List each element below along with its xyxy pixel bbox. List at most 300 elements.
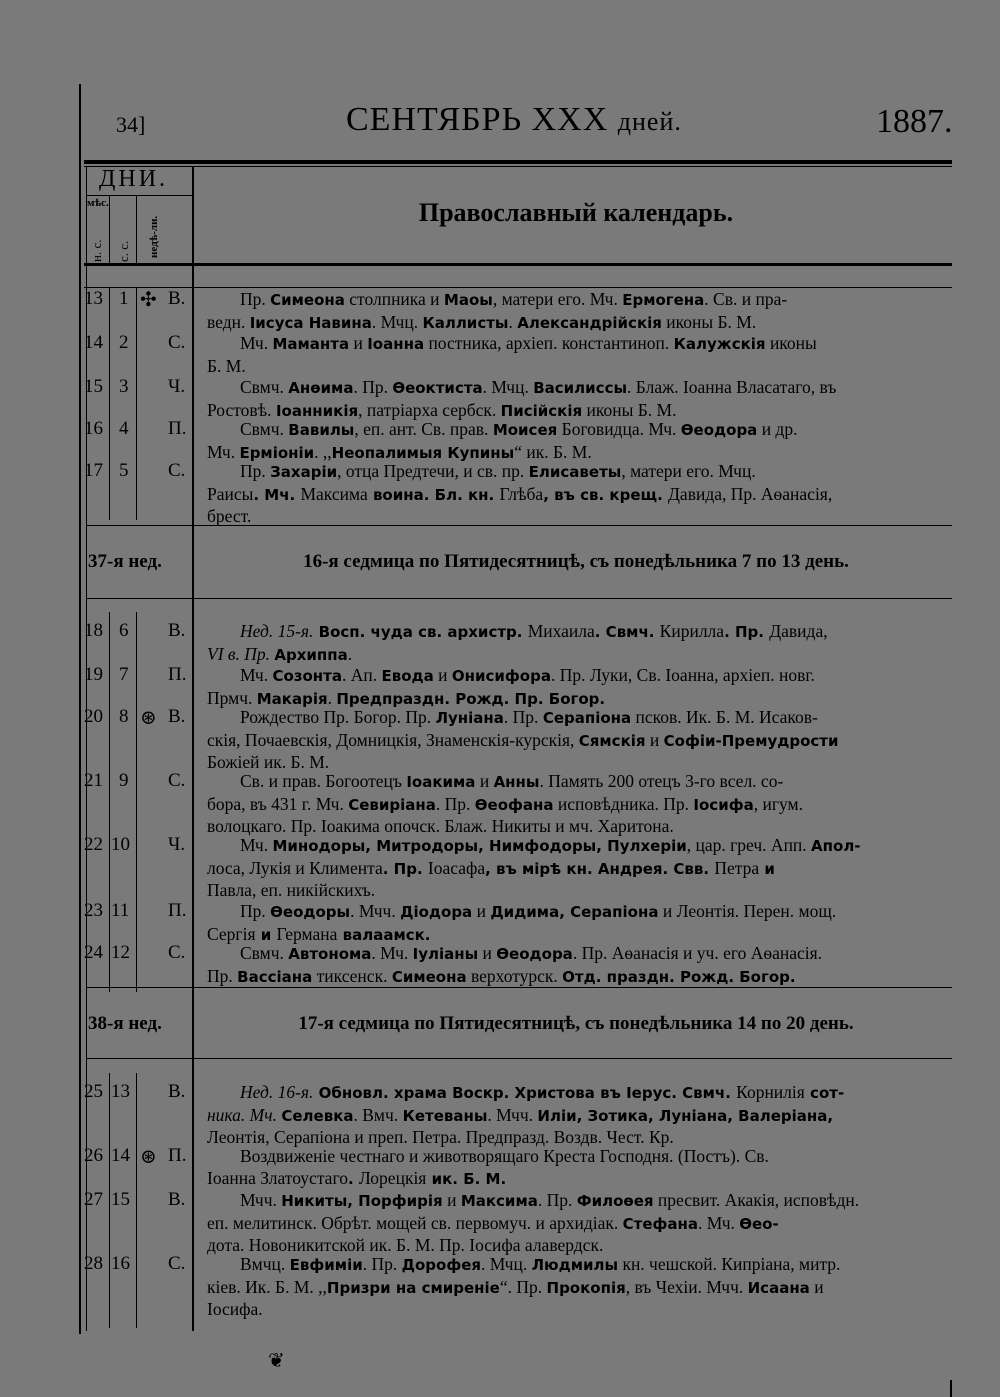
entry-line — [207, 858, 952, 881]
date-old-style: 3 — [119, 376, 129, 397]
entry-line — [207, 730, 952, 753]
date-old-style: 1 — [119, 288, 129, 309]
entry-text: , матери его. Мч. — [492, 289, 623, 309]
entry-line — [207, 419, 952, 442]
saint-name: . Пр. — [382, 859, 428, 878]
entry-text: и — [809, 1276, 824, 1297]
saint-name: Созонта — [272, 667, 342, 685]
entry-text: “. Пр. — [499, 1276, 547, 1297]
saint-name: Автонома — [288, 945, 372, 963]
entry-text: Боговидца. Мч. — [557, 419, 681, 439]
entry-text: Мч. — [240, 665, 273, 685]
saint-name: Прокопія — [546, 1278, 626, 1297]
saint-name: Стефана — [622, 1214, 699, 1233]
saint-name: Онисифора — [451, 667, 551, 685]
entry-text: иконы — [765, 333, 817, 353]
date-new-style: 28 — [84, 1253, 103, 1274]
feast-sign-icon: ✣ — [140, 289, 157, 311]
date-old-style: 4 — [119, 418, 129, 439]
saint-name: и — [759, 859, 775, 878]
day-entry — [207, 707, 952, 774]
weekday: В. — [168, 706, 186, 727]
date-new-style: 17 — [84, 460, 103, 481]
saint-name: сот- — [804, 1084, 845, 1102]
entry-text: Пр. — [240, 289, 271, 309]
saint-name: Маманта — [272, 335, 350, 353]
entry-text: , еп. ант. Св. прав. — [354, 419, 493, 439]
col-ss-div-body2 — [136, 612, 137, 992]
entry-text: Вмчц. — [240, 1254, 290, 1274]
day-entry — [207, 835, 952, 902]
saint-name: . — [347, 1169, 359, 1188]
entry-text: Петра — [714, 857, 760, 878]
saint-name: Ѳеодоры — [270, 903, 351, 921]
entry-text: Давида, — [769, 621, 828, 641]
entry-text: и — [475, 771, 494, 791]
saint-name: Исаана — [747, 1278, 810, 1297]
entry-line — [207, 1146, 952, 1168]
saint-name: Александрійскія — [517, 313, 662, 332]
date-old-style: 7 — [119, 664, 129, 685]
weekday: П. — [168, 1145, 187, 1166]
entry-line — [207, 943, 952, 966]
entry-text: , цар. греч. Апп. — [686, 835, 812, 855]
entry-text: Пр. — [401, 707, 436, 727]
entry-text: Свмч. — [240, 943, 289, 963]
entry-text: столпника и — [344, 289, 444, 309]
header-rule — [84, 263, 952, 266]
saint-name: Ѳеофана — [474, 795, 554, 814]
saint-name: Отд. праздн. Рожд. Богор. — [562, 967, 796, 986]
entry-line — [207, 377, 952, 400]
entry-line: дота. Новоникитской ик. Б. М. Пр. Іосифа алавердск. — [207, 1235, 604, 1256]
saint-name: Ѳеоктиста — [392, 379, 483, 397]
day-entry — [207, 1190, 952, 1257]
entry-text: Свмч. — [240, 419, 289, 439]
date-new-style: 19 — [84, 664, 103, 685]
entry-text: . Мч. — [371, 943, 413, 963]
entry-text: верхотурск. — [466, 965, 563, 986]
top-rule-thin — [84, 166, 952, 167]
day-entry — [207, 377, 952, 422]
entry-text: Іоасафа — [427, 857, 486, 878]
entry-line — [207, 333, 952, 356]
entry-line: Леонтія, Серапіона и преп. Петра. Предпразд. Воздв. Чест. Кр. — [207, 1127, 674, 1148]
entry-text: Максима — [300, 483, 368, 504]
left-border — [79, 84, 81, 1334]
entry-text: Пр. — [207, 965, 238, 986]
saint-name: Апол- — [811, 837, 861, 855]
saint-name: Елисаветы — [528, 463, 622, 481]
date-old-style: 13 — [111, 1081, 130, 1102]
entry-text: . Пр. — [353, 377, 393, 397]
entry-line — [207, 707, 952, 730]
saint-name: валаамск. — [337, 925, 431, 944]
saint-name: Іисуса Навина — [249, 313, 372, 332]
entry-text: , патріарха сербск. — [358, 399, 501, 420]
entry-text: и Леонтія. Перен. мощ. — [658, 901, 837, 921]
entry-text: . Мчч. — [350, 901, 401, 921]
entry-text: Глѣба — [499, 483, 544, 504]
saint-name: Захаріи — [270, 463, 338, 481]
col-ns-div-body3 — [109, 1073, 110, 1328]
entry-text: . — [347, 643, 353, 664]
saint-name: , въ св. крещ. — [543, 485, 668, 504]
entry-line — [207, 1082, 952, 1105]
entry-text: тиксенск. — [312, 965, 392, 986]
saint-name: . Пр. — [724, 623, 770, 641]
entry-line: волоцкаго. Пр. Іоакима опочск. Блаж. Никиты и мч. Харитона. — [207, 816, 674, 837]
entry-text: . Блаж. Іоанна Власатаго, въ — [627, 377, 837, 397]
month-suffix: дней. — [617, 107, 682, 136]
day-entry — [207, 1254, 952, 1321]
col-ns-div-body2 — [109, 612, 110, 992]
col-ss-label: с. с. — [116, 240, 131, 262]
weekday: С. — [168, 460, 186, 481]
saint-name: Севиріана — [348, 795, 436, 814]
entry-text: , въ Чехіи. Мчч. — [625, 1276, 748, 1297]
saint-name: Иліи, Зотика, Луніана, Валеріана, — [537, 1106, 834, 1125]
saint-name: Максима — [460, 1192, 538, 1210]
saint-name: Восп. чуда св. архистр. — [313, 623, 528, 641]
saint-name: Анны — [493, 773, 540, 791]
entry-text: Мч. — [207, 441, 240, 462]
days-heading: ДНИ. — [99, 166, 169, 192]
saint-name: Луніана — [435, 709, 504, 727]
col-ns-label: н. с. — [89, 239, 104, 262]
date-new-style: 20 — [84, 706, 103, 727]
entry-line — [207, 289, 952, 312]
entry-text: . Мч. — [698, 1212, 740, 1233]
date-new-style: 24 — [84, 942, 103, 963]
saint-name: Симеона — [391, 967, 467, 986]
entry-text: . ,, — [314, 441, 332, 462]
entry-text: . Пр. — [503, 707, 543, 727]
entry-line — [207, 644, 952, 667]
entry-text: иконы Б. М. — [582, 399, 677, 420]
saint-name: Моисея — [492, 421, 558, 439]
entry-text: Лорецкія — [358, 1167, 427, 1188]
saint-name: Ермогена — [622, 291, 705, 309]
saint-name: Ѳеодора — [496, 945, 573, 963]
entry-text: и — [478, 943, 497, 963]
date-old-style: 6 — [119, 620, 129, 641]
entry-line: Павла, еп. никійскихъ. — [207, 880, 376, 901]
footer-ornament: ❦ — [268, 1350, 285, 1372]
saint-name: Ѳео- — [739, 1214, 779, 1233]
col-ss-div — [136, 195, 137, 265]
col-week-label: недѣ-ли. — [148, 215, 160, 258]
saint-name: Никиты, Порфирія — [281, 1192, 443, 1210]
saint-name: и — [255, 925, 277, 944]
weekday: С. — [168, 1253, 186, 1274]
entry-line — [207, 1168, 952, 1191]
entry-line — [207, 771, 952, 794]
entry-text: Корнилія — [736, 1082, 805, 1102]
feast-sign-icon: ⊛ — [140, 1146, 157, 1168]
saint-name: Маоы — [443, 291, 493, 309]
saint-name: Евода — [381, 667, 434, 685]
entry-text: пресвит. Акакія, исповѣдн. — [653, 1190, 860, 1210]
weekday: Ч. — [168, 834, 186, 855]
date-old-style: 16 — [111, 1253, 130, 1274]
entry-text: Іоанна Златоустаго — [207, 1167, 348, 1188]
entry-text: . Ап. — [341, 665, 382, 685]
saint-name: Сямскія — [578, 731, 646, 750]
weekday: Ч. — [168, 376, 186, 397]
date-new-style: 15 — [84, 376, 103, 397]
date-new-style: 13 — [84, 288, 103, 309]
day-entry — [207, 901, 952, 946]
date-new-style: 21 — [84, 770, 103, 791]
saint-name: Людмилы — [531, 1256, 619, 1274]
entry-text: и др. — [757, 419, 798, 439]
entry-line — [207, 1213, 952, 1236]
saint-name: ик. Б. М. — [426, 1169, 507, 1188]
date-old-style: 8 — [119, 706, 129, 727]
entry-text: . Пр. — [537, 1190, 577, 1210]
entry-text: Ростовѣ. — [207, 399, 276, 420]
day-entry — [207, 665, 952, 710]
week-label: 38-я нед. — [88, 1013, 162, 1034]
entry-text: Сергія — [207, 923, 256, 944]
entry-text: скія, Почаевскія, Домницкія, Знаменскія-курскія, — [207, 729, 575, 750]
date-new-style: 14 — [84, 332, 103, 353]
saint-name: Селевка — [281, 1106, 354, 1125]
date-new-style: 22 — [84, 834, 103, 855]
week-label: 37-я нед. — [88, 551, 162, 572]
date-old-style: 5 — [119, 460, 129, 481]
weekday: В. — [168, 620, 186, 641]
entry-text: Св. и прав. Богоотецъ — [240, 771, 407, 791]
month-title — [346, 101, 682, 139]
entry-text: (Постъ). Св. — [673, 1146, 769, 1166]
date-old-style: 10 — [111, 834, 130, 855]
entry-text: и — [442, 1190, 461, 1210]
saint-name: Василиссы — [533, 379, 628, 397]
saint-name: Калужскія — [673, 335, 766, 353]
entry-text: . Пр. — [362, 1254, 402, 1274]
date-new-style: 26 — [84, 1145, 103, 1166]
saint-name: . Мч. — [253, 485, 301, 504]
entry-text: Мч. — [240, 333, 273, 353]
entry-text: , матери его. Мчц. — [621, 461, 756, 481]
entry-text: . Пр. Луки, Св. Іоанна, архіеп. новг. — [550, 665, 815, 685]
body-rule — [84, 287, 952, 288]
entry-line: Божіей ик. Б. М. — [207, 752, 330, 773]
day-entry — [207, 333, 952, 377]
date-new-style: 18 — [84, 620, 103, 641]
saint-name: Симеона — [270, 291, 345, 309]
day-entry — [207, 461, 952, 528]
weekday: В. — [168, 1081, 186, 1102]
entry-text: Воздвиженіе честнаго и животворящаго Креста Господня. — [240, 1146, 674, 1166]
week-text: 16-я седмица по Пятидесятницѣ, съ понедѣльника 7 по 13 день. — [303, 551, 849, 572]
entry-text: . — [508, 311, 518, 332]
entry-text: лоса, Лукія и Климента — [207, 857, 383, 878]
entry-text: Свмч. — [240, 377, 289, 397]
entry-line — [207, 621, 952, 644]
day-entry — [207, 289, 952, 334]
saint-name: Обновл. храма Воскр. Христова въ Іерус. Свмч. — [313, 1084, 737, 1102]
saint-name: Архиппа — [274, 645, 348, 664]
saint-name: Анѳима — [288, 379, 354, 397]
entry-text: . Мчч. — [487, 1104, 538, 1125]
day-entry — [207, 419, 952, 464]
entry-line — [207, 1254, 952, 1277]
date-old-style: 14 — [111, 1145, 130, 1166]
date-old-style: 9 — [119, 770, 129, 791]
day-entry — [207, 943, 952, 988]
entry-text: Нед. 15-я. — [240, 621, 314, 641]
saint-name: Кетеваны — [402, 1106, 488, 1125]
week-text: 17-я седмица по Пятидесятницѣ, съ понедѣльника 14 по 20 день. — [298, 1013, 854, 1034]
saint-name: . Свмч. — [594, 623, 660, 641]
entry-text: “ ик. Б. М. — [514, 441, 592, 462]
entry-line — [207, 835, 952, 858]
entry-line — [207, 794, 952, 817]
day-entry — [207, 621, 952, 666]
saint-name: Ерміоніи — [239, 443, 315, 462]
saint-name: Дорофея — [401, 1256, 482, 1274]
entry-text: еп. мелитинск. Обрѣт. мощей св. первомуч. и архидіак. — [207, 1212, 623, 1233]
date-new-style: 25 — [84, 1081, 103, 1102]
saint-name: Макарія — [256, 689, 328, 708]
saint-name: Вассіана — [237, 967, 313, 986]
saint-name: Іоакима — [406, 773, 476, 791]
entry-text: . Мчц. — [371, 311, 423, 332]
entry-line — [207, 484, 952, 507]
saint-name: Іуліаны — [412, 945, 479, 963]
entry-line: брест. — [207, 506, 252, 527]
entry-text: Пр. — [240, 901, 271, 921]
saint-name: Дидима, Серапіона — [490, 903, 659, 921]
entry-text: Б. М. — [207, 355, 246, 376]
entry-text: Михаила — [527, 621, 595, 641]
saint-name: Евфиміи — [289, 1256, 363, 1274]
saint-name: воина. Бл. кн. — [367, 485, 500, 504]
entry-text: Раисы — [207, 483, 254, 504]
entry-text: . Вмч. — [353, 1104, 403, 1125]
month-name: СЕНТЯБРЬ XXX — [346, 101, 609, 138]
entry-text: . Пр. — [435, 793, 475, 814]
saint-name: Неопалимыя Купины — [331, 443, 515, 462]
weekday: П. — [168, 664, 187, 685]
entry-text: Мчч. — [240, 1190, 282, 1210]
entry-text: . — [327, 687, 337, 708]
saint-name: Писійскія — [500, 401, 583, 420]
day-entry — [207, 1082, 952, 1149]
entry-text: и — [645, 729, 664, 750]
entry-text: Пр. — [240, 461, 271, 481]
month-label: мѣс. — [87, 197, 109, 209]
weekday: П. — [168, 418, 187, 439]
saint-name: Предпраздн. Рожд. Пр. Богор. — [336, 689, 606, 708]
top-rule — [84, 160, 952, 164]
entry-line — [207, 356, 952, 378]
entry-line — [207, 665, 952, 688]
col-ss-div-body3 — [136, 1073, 137, 1328]
entry-text: Кирилла — [659, 621, 725, 641]
entry-line — [207, 312, 952, 335]
entry-line — [207, 1190, 952, 1213]
saint-name: Вавилы — [288, 421, 355, 439]
entry-text: Прмч. — [207, 687, 257, 708]
entry-text: исповѣдника. Пр. — [553, 793, 694, 814]
entry-text: псков. Ик. Б. М. Исаков- — [631, 707, 818, 727]
entry-line — [207, 966, 952, 989]
saint-name: Каллисты — [422, 313, 509, 332]
col-ss-div-body — [136, 288, 137, 520]
saint-name: Софіи-Премудрости — [663, 731, 839, 750]
entry-text: иконы Б. М. — [661, 311, 757, 332]
week2-bottom — [86, 1058, 952, 1059]
entry-text: . Мчц. — [481, 1254, 532, 1274]
date-new-style: 16 — [84, 418, 103, 439]
weekday: В. — [168, 288, 186, 309]
saint-name: Діодора — [400, 903, 473, 921]
entry-text: и — [349, 333, 368, 353]
entry-text: постника, архіеп. константиноп. — [424, 333, 674, 353]
entry-line — [207, 1105, 952, 1128]
entry-text: кн. чешской. Кипріана, митр. — [618, 1254, 841, 1274]
calendar-title: Православный календарь. — [418, 198, 734, 227]
entry-text: . Св. и пра- — [704, 289, 788, 309]
saint-name: Минодоры, Митродоры, Нимфодоры, Пулхеріи — [272, 837, 687, 855]
saint-name: Серапіона — [542, 709, 632, 727]
edge-mark — [950, 1380, 952, 1397]
entry-text: Рождество Пр. Богор. — [240, 707, 402, 727]
week1-bottom — [86, 598, 952, 599]
entry-text: Давида, Пр. Аѳанасія, — [668, 483, 833, 504]
entry-line — [207, 901, 952, 924]
day-entry — [207, 1146, 952, 1190]
entry-text: кіев. Ик. Б. М. ,, — [207, 1276, 327, 1297]
entry-text: , отца Предтечи, и св. пр. — [337, 461, 529, 481]
saint-name: Филоѳея — [576, 1192, 654, 1210]
date-old-style: 11 — [111, 900, 130, 921]
entry-text: бора, въ 431 г. Мч. — [207, 793, 349, 814]
feast-sign-icon: ⊛ — [140, 707, 157, 729]
saint-name: Ѳеодора — [680, 421, 758, 439]
entry-line — [207, 461, 952, 484]
date-old-style: 15 — [111, 1189, 130, 1210]
entry-text: . Память 200 отецъ 3-го всел. со- — [539, 771, 784, 791]
entry-text: и — [472, 901, 491, 921]
entry-text: VI в. Пр. — [207, 643, 275, 664]
year: 1887. — [876, 103, 953, 140]
saint-name: Іосифа — [693, 795, 754, 814]
entry-text: ведн. — [207, 311, 250, 332]
entry-text: , игум. — [753, 793, 803, 814]
entry-text: Мч. — [240, 835, 273, 855]
entry-text: . Мчц. — [482, 377, 534, 397]
column-divider — [192, 166, 194, 1331]
date-old-style: 2 — [119, 332, 129, 353]
saint-name: Іоанна — [367, 335, 425, 353]
col-ns-div-body — [109, 288, 110, 520]
day-entry — [207, 771, 952, 838]
entry-text: . Пр. Аѳанасія и уч. его Аѳанасія. — [572, 943, 823, 963]
saint-name: , въ мірѣ кн. Андрея. Свв. — [485, 859, 715, 878]
days-rule — [86, 195, 192, 196]
date-new-style: 23 — [84, 900, 103, 921]
entry-line: Іосифа. — [207, 1299, 263, 1320]
entry-text: ника. Мч. — [207, 1104, 282, 1125]
entry-text: и — [433, 665, 452, 685]
weekday: В. — [168, 1189, 186, 1210]
saint-name: Призри на смиреніе — [326, 1278, 500, 1297]
